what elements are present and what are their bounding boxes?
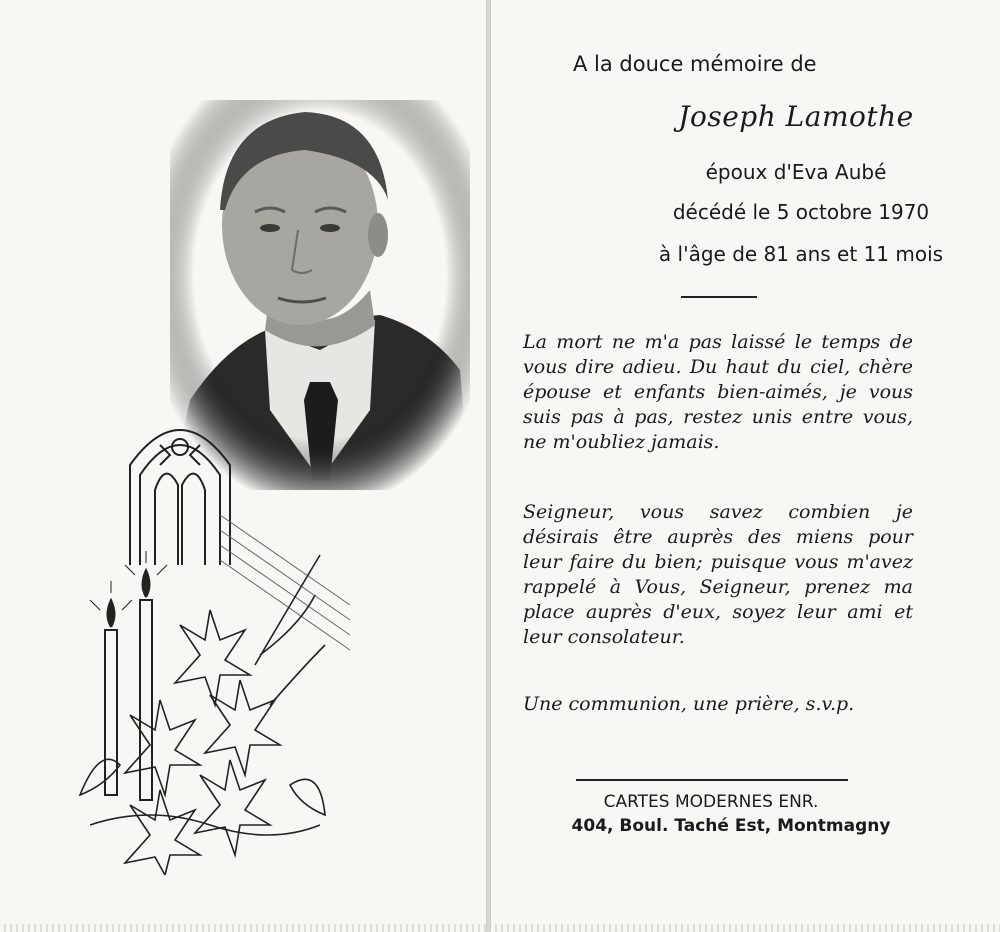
farewell-paragraph: La mort ne m'a pas laissé le temps de vous dire adieu. Du haut du ciel, chère épouse et enfants bien-aimés, je vous suis pas à pas, restez unis entre vous, ne m'oubliez jamais.	[523, 331, 913, 453]
card-deckled-edge	[0, 924, 486, 932]
publisher-address: 404, Boul. Taché Est, Montmagny	[571, 816, 891, 836]
memorial-heading: A la douce mémoire de	[573, 52, 817, 76]
death-date-line: décédé le 5 octobre 1970	[672, 200, 930, 224]
memorial-card-text	[490, 0, 1000, 932]
spouse-line: époux d'Eva Aubé	[705, 160, 887, 184]
age-line: à l'âge de 81 ans et 11 mois	[658, 242, 944, 266]
divider-long	[576, 779, 848, 781]
stained-glass-candles-lilies-illustration	[60, 405, 360, 875]
prayer-paragraph: Seigneur, vous savez combien je désirais être auprès des miens pour leur faire du bien; puisque vous m'avez rappelé à Vous, Seigneur, prenez ma place auprès d'eux, soyez leur ami et leur consolateur.	[523, 501, 913, 648]
memorial-card-front	[0, 0, 487, 932]
deceased-name: Joseph Lamothe	[678, 100, 914, 133]
divider-short	[681, 296, 757, 298]
communion-request: Une communion, une prière, s.v.p.	[523, 693, 855, 715]
card-deckled-edge	[491, 924, 1000, 932]
publisher-name: CARTES MODERNES ENR.	[603, 792, 819, 812]
